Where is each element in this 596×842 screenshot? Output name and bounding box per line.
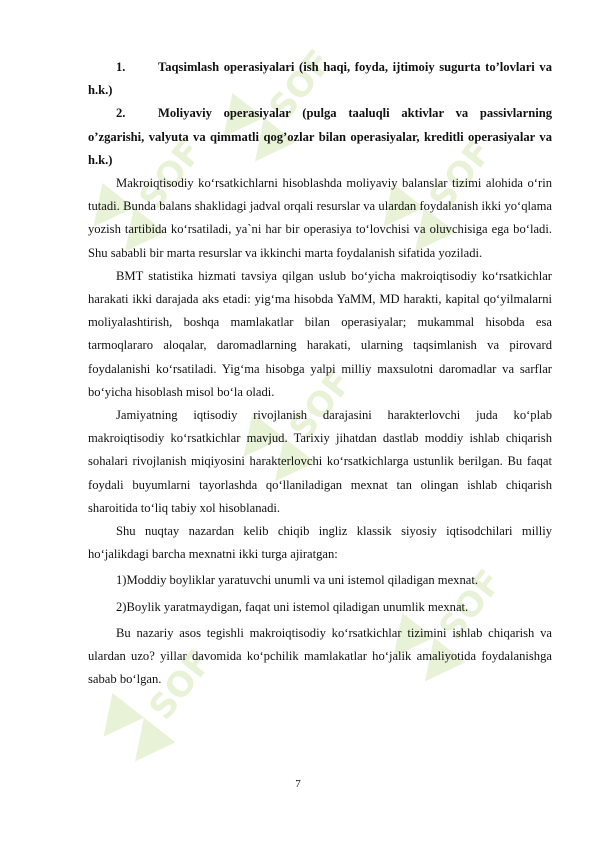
list-item: 2)Boylik yaratmaydigan, faqat uni istemol qiladigan unumlik mexnat. — [116, 599, 469, 614]
document-body — [88, 56, 552, 691]
numbered-heading — [88, 102, 552, 172]
heading-number: 2. — [116, 106, 126, 121]
heading-number: 1. — [116, 60, 126, 74]
svg-text:SOF: SOF — [281, 362, 361, 448]
body-paragraph: BMT statistika hizmati tavsiya qilgan uslub bo‘yicha makroiqtisodiy ko‘rsatkichlar harakati ikki darajada aks etadi: yig‘ma hisobda YaMM, MD harakti, kapital qo‘yilmalarni moliyalashtirish, boshqa mamlakatlar bilan operasiyalar; mukammal hisobda esa tarmoqlararo aloqalar, daromadlarning harakati, ularning taqsimlanish va pirovard foydalanishi ko‘rsatiladi. Yig‘ma hisobga yalpi milliy maxsulotni daromadlar va sarflar bo‘yicha hisoblash misol bo‘la oladi. — [88, 268, 552, 399]
heading-text: Moliyaviy operasiyalar (pulga taaluqli aktivlar va passivlarning o’zgarishi, valyuta va qimmatli qog’ozlar bilan operasiyalar, kreditli operasiyalar va h.k.) — [88, 106, 552, 167]
svg-text:SOF: SOF — [131, 132, 211, 218]
svg-text:SOF: SOF — [431, 562, 511, 648]
body-paragraph: Shu nuqtay nazardan kelib chiqib ingliz klassik siyosiy iqtisodchilari milliy ho‘jalikdagi barcha mexnatni ikki turga ajiratgan: — [88, 524, 552, 562]
svg-text:SOF: SOF — [141, 642, 221, 728]
svg-text:SOF: SOF — [261, 42, 341, 128]
page-number: 7 — [295, 778, 301, 790]
closing-paragraph: Bu nazariy asos tegishli makroiqtisodiy ko‘rsatkichlar tizimini ishlab chiqarish va ulardan uzo? yillar davomida ko‘pchilik mamlakatlar ho‘jalik amaliyotida foydalanishga sabab bo‘lgan. — [88, 625, 552, 687]
body-paragraph: Jamiyatning iqtisodiy rivojlanish darajasini harakterlovchi juda ko‘plab makroiqtisodiy ko‘rsatkichlar mavjud. Tarixiy jihatdan dastlab moddiy ishlab chiqarish sohalari rivojlanish miqiyosini harakterlovchi ko‘rsatkichlarga ustunlik berilgan. Bu faqat foydali buyumlarni tayorlashda qo‘llaniladigan mexnat tan olingan ishlab chiqarish sharoitida to‘liq tabiy xol hisoblanadi. — [88, 408, 552, 515]
svg-text:SOF: SOF — [421, 132, 501, 218]
heading-text: Taqsimlash operasiyalari (ish haqi, foyda, ijtimoiy sugurta to’lovlari va h.k.) — [88, 60, 552, 98]
numbered-heading — [88, 56, 552, 102]
list-item: 1)Moddiy boyliklar yaratuvchi unumli va uni istemol qiladigan mexnat. — [116, 573, 479, 588]
body-paragraph: Makroiqtisodiy ko‘rsatkichlarni hisoblashda moliyaviy balanslar tizimi alohida o‘rin tutadi. Bunda balans shaklidagi jadval orqali resurslar va ulardan foydalanish ikki yo‘qlama yozish tartibida ko‘rsatiladi, ya`ni har bir operasiya to‘lovchisi va oluvchisiga ega bo‘ladi. Shu sababli bir marta resurslar va ikkinchi marta foydalanish sifatida yoziladi. — [88, 176, 552, 260]
